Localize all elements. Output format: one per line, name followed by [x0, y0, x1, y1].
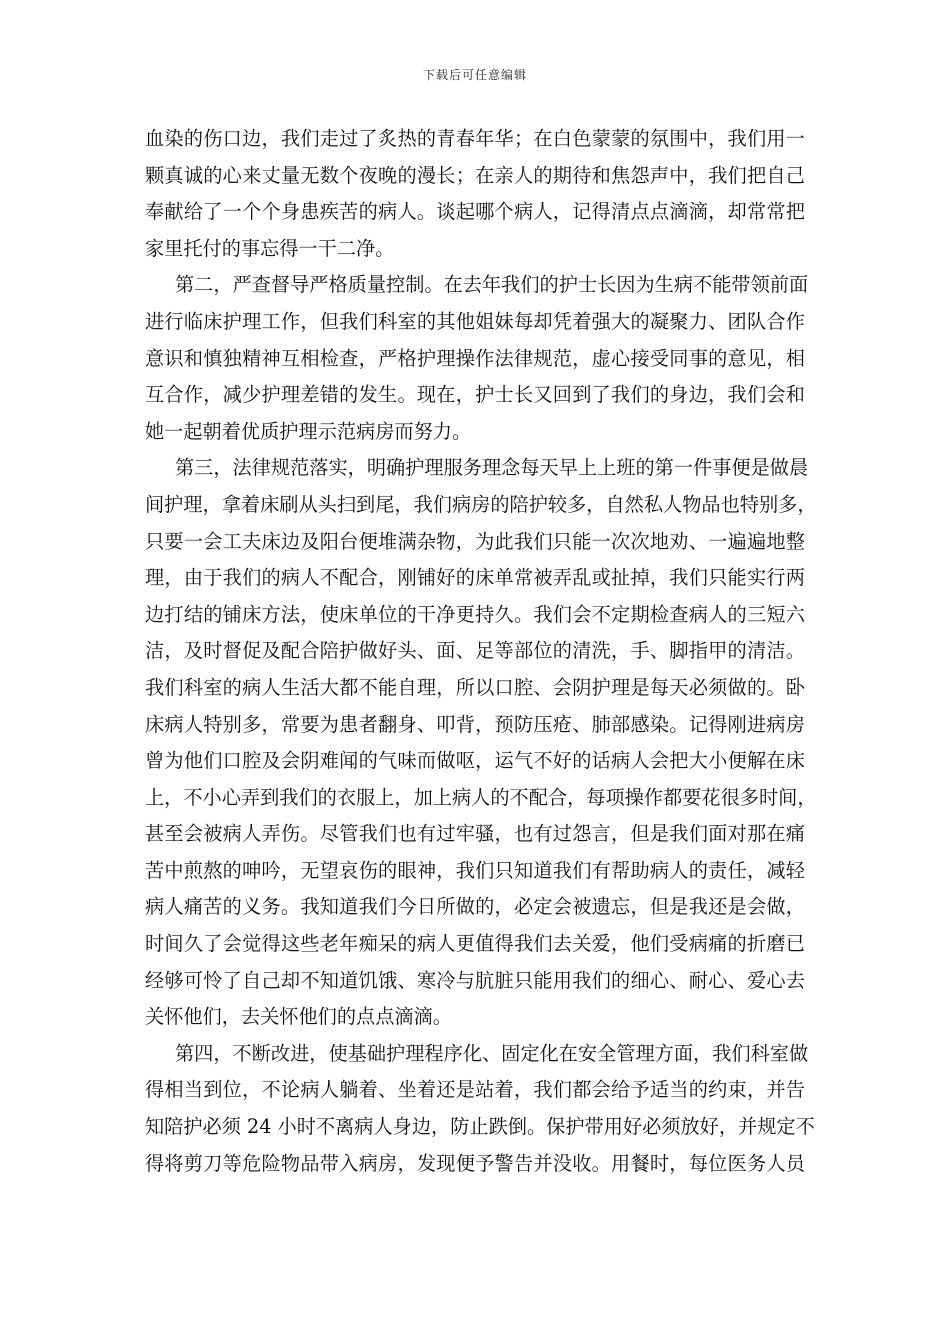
text-line: 第三，法律规范落实，明确护理服务理念每天早上上班的第一件事便是做晨 — [175, 456, 809, 480]
text-line: 洁，及时督促及配合陪护做好头、面、足等部位的清洗，手、脚指甲的清洁。 — [145, 639, 805, 663]
text-line: 经够可怜了自己却不知道饥饿、寒冷与肮脏只能用我们的细心、耐心、爱心去 — [145, 968, 805, 992]
text-line: 只要一会工夫床边及阳台便堆满杂物，为此我们只能一次次地劝、一遍遍地整 — [145, 529, 805, 553]
text-line: 奉献给了一个个身患疾苦的病人。谈起哪个病人，记得清点点滴滴，却常常把 — [145, 200, 805, 224]
text-line: 苦中煎熬的呻吟，无望哀伤的眼神，我们只知道我们有帮助病人的责任，减轻 — [145, 858, 805, 882]
text-line: 血染的伤口边，我们走过了炙热的青春年华；在白色蒙蒙的氛围中，我们用一 — [145, 127, 805, 150]
text-line: 第二，严查督导严格质量控制。在去年我们的护士长因为生病不能带领前面 — [175, 273, 809, 297]
text-line: 理，由于我们的病人不配合，刚铺好的床单常被弄乱或扯掉，我们只能实行两 — [145, 566, 805, 590]
text-line: 颗真诚的心来丈量无数个夜晚的漫长；在亲人的期待和焦怨声中，我们把自己 — [145, 163, 805, 187]
text-line: 她一起朝着优质护理示范病房而努力。 — [145, 419, 472, 443]
text-line: 互合作，减少护理差错的发生。现在，护士长又回到了我们的身边，我们会和 — [145, 383, 805, 407]
text-line: 意识和慎独精神互相检查，严格护理操作法律规范，虚心接受同事的意见，相 — [145, 346, 805, 370]
text-line: 我们科室的病人生活大都不能自理，所以口腔、会阴护理是每天必须做的。卧 — [145, 675, 805, 699]
text-line: 间护理，拿着床刷从头扫到尾，我们病房的陪护较多，自然私人物品也特别多， — [145, 492, 817, 516]
text-line: 上，不小心弄到我们的衣服上，加上病人的不配合，每项操作都要花很多时间， — [145, 785, 817, 809]
text-line: 时间久了会觉得这些老年痴呆的病人更值得我们去关爱，他们受病痛的折磨已 — [145, 932, 805, 956]
text-line: 曾为他们口腔及会阴难闻的气味而做呕，运气不好的话病人会把大小便解在床 — [145, 749, 805, 773]
paragraph-4 — [145, 1036, 815, 1182]
document-body — [145, 121, 817, 1182]
text-line: 关怀他们，去关怀他们的点点滴滴。 — [145, 1005, 452, 1029]
text-line: 床病人特别多，常要为患者翻身、叩背，预防压疮、肺部感染。记得刚进病房 — [145, 712, 805, 736]
text-line: 得相当到位，不论病人躺着、坐着还是站着，我们都会给予适当的约束，并告 — [145, 1078, 805, 1102]
paragraph-3 — [145, 450, 817, 1036]
text-line: 第四，不断改进，使基础护理程序化、固定化在安全管理方面，我们科室做 — [175, 1041, 809, 1065]
text-line: 知陪护必须 24 小时不离病人身边，防止跌倒。保护带用好必须放好，并规定不 — [145, 1115, 815, 1139]
text-line: 病人痛苦的义务。我知道我们今日所做的，必定会被遗忘，但是我还是会做， — [145, 895, 805, 919]
text-line: 家里托付的事忘得一干二净。 — [145, 236, 395, 260]
text-line: 得将剪刀等危险物品带入病房，发现便予警告并没收。用餐时，每位医务人员 — [145, 1151, 805, 1175]
page-header: 下载后可任意编辑 — [422, 68, 527, 82]
paragraph-1 — [145, 121, 805, 267]
text-line: 边打结的铺床方法，使床单位的干净更持久。我们会不定期检查病人的三短六 — [145, 602, 805, 626]
paragraph-2 — [145, 267, 809, 450]
text-line: 甚至会被病人弄伤。尽管我们也有过牢骚，也有过怨言，但是我们面对那在痛 — [145, 822, 805, 846]
text-line: 进行临床护理工作，但我们科室的其他姐妹每却凭着强大的凝聚力、团队合作 — [145, 309, 805, 333]
